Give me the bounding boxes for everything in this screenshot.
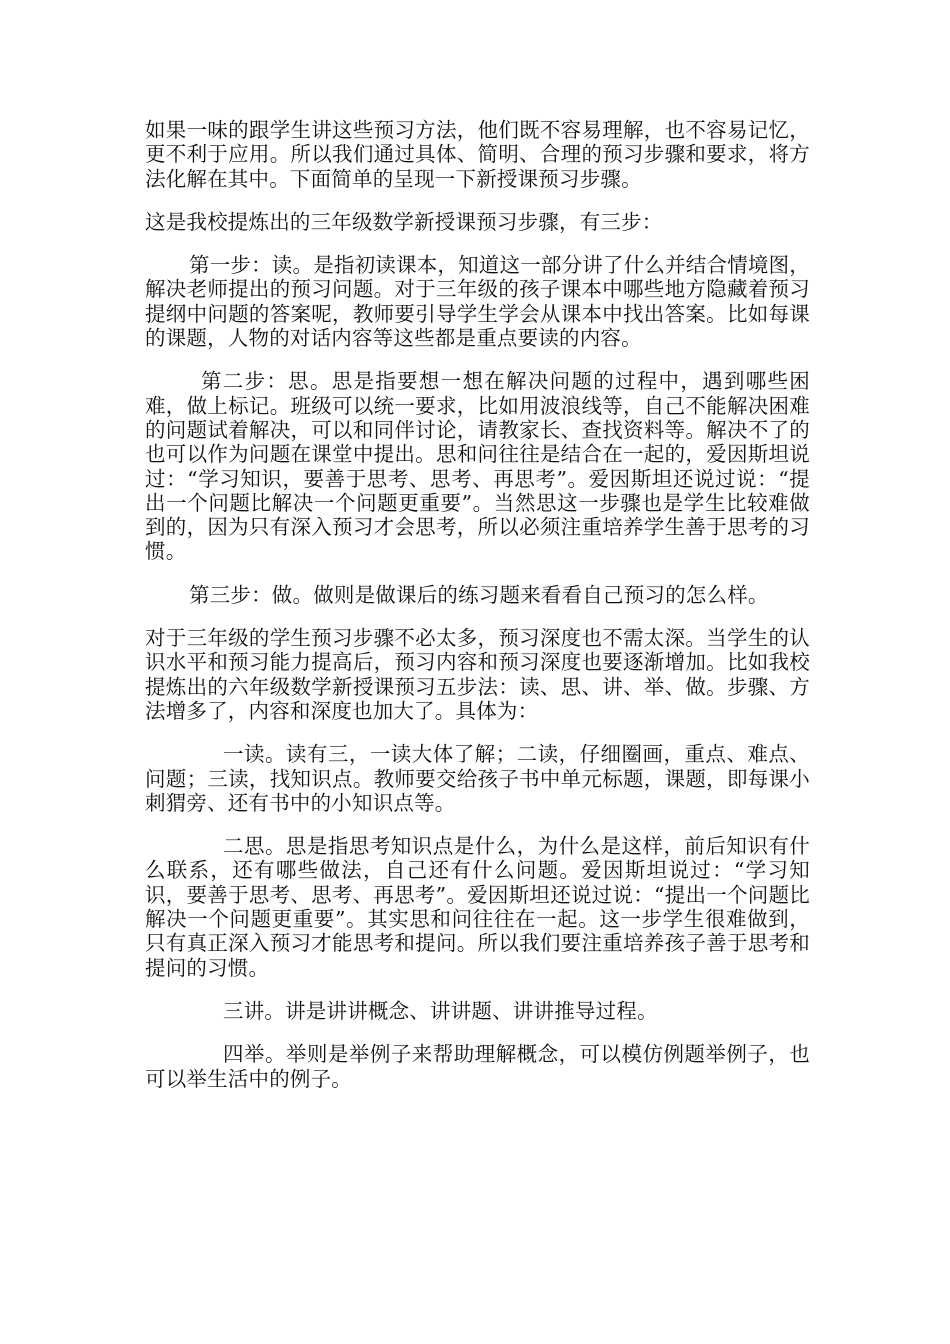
paragraph-read: 一读。读有三，一读大体了解；二读，仔细圈画，重点、难点、问题；三读，找知识点。教师要交给孩子书中单元标题，课题，即每课小刺猬旁、还有书中的小知识点等。	[145, 742, 810, 815]
paragraph-three-steps-heading: 这是我校提炼出的三年级数学新授课预习步骤，有三步：	[145, 209, 663, 234]
paragraph-intro: 如果一味的跟学生讲这些预习方法，他们既不容易理解，也不容易记忆，更不利于应用。所以我们通过具体、简明、合理的预习步骤和要求，将方法化解在其中。下面简单的呈现一下新授课预习步骤。	[145, 118, 810, 191]
document-page	[145, 118, 810, 1110]
paragraph-explain: 三讲。讲是讲讲概念、讲讲题、讲讲推导过程。	[223, 998, 658, 1023]
paragraph-example: 四举。举则是举例子来帮助理解概念，可以模仿例题举例子，也可以举生活中的例子。	[145, 1042, 810, 1091]
paragraph-step-three: 第三步：做。做则是做课后的练习题来看看自己预习的怎么样。	[189, 582, 769, 607]
paragraph-grade-six-method: 对于三年级的学生预习步骤不必太多，预习深度也不需太深。当学生的认识水平和预习能力提高后，预习内容和预习深度也要逐渐增加。比如我校提炼出的六年级数学新授课预习五步法：读、思、讲、举、做。步骤、方法增多了，内容和深度也加大了。具体为：	[145, 626, 810, 723]
paragraph-step-two: 第二步：思。思是指要想一想在解决问题的过程中，遇到哪些困难，做上标记。班级可以统一要求，比如用波浪线等，自己不能解决困难的问题试着解决，可以和同伴讨论，请教家长、查找资料等。解决不了的也可以作为问题在课堂中提出。思和问往往是结合在一起的，爱因斯坦说过：“学习知识，要善于思考、思考、再思考”。爱因斯坦还说过说：“提出一个问题比解决一个问题更重要”。当然思这一步骤也是学生比较难做到的，因为只有深入预习才会思考，所以必须注重培养学生善于思考的习惯。	[145, 369, 810, 564]
paragraph-think: 二思。思是指思考知识点是什么，为什么是这样，前后知识有什么联系，还有哪些做法，自己还有什么问题。爱因斯坦说过：“学习知识，要善于思考、思考、再思考”。爱因斯坦还说过说：“提出一个问题比解决一个问题更重要”。其实思和问往往在一起。这一步学生很难做到，只有真正深入预习才能思考和提问。所以我们要注重培养孩子善于思考和提问的习惯。	[145, 834, 810, 980]
paragraph-step-one: 第一步：读。是指初读课本，知道这一部分讲了什么并结合情境图，解决老师提出的预习问题。对于三年级的孩子课本中哪些地方隐藏着预习提纲中问题的答案呢，教师要引导学生学会从课本中找出答案。比如每课的课题，人物的对话内容等这些都是重点要读的内容。	[145, 253, 810, 351]
